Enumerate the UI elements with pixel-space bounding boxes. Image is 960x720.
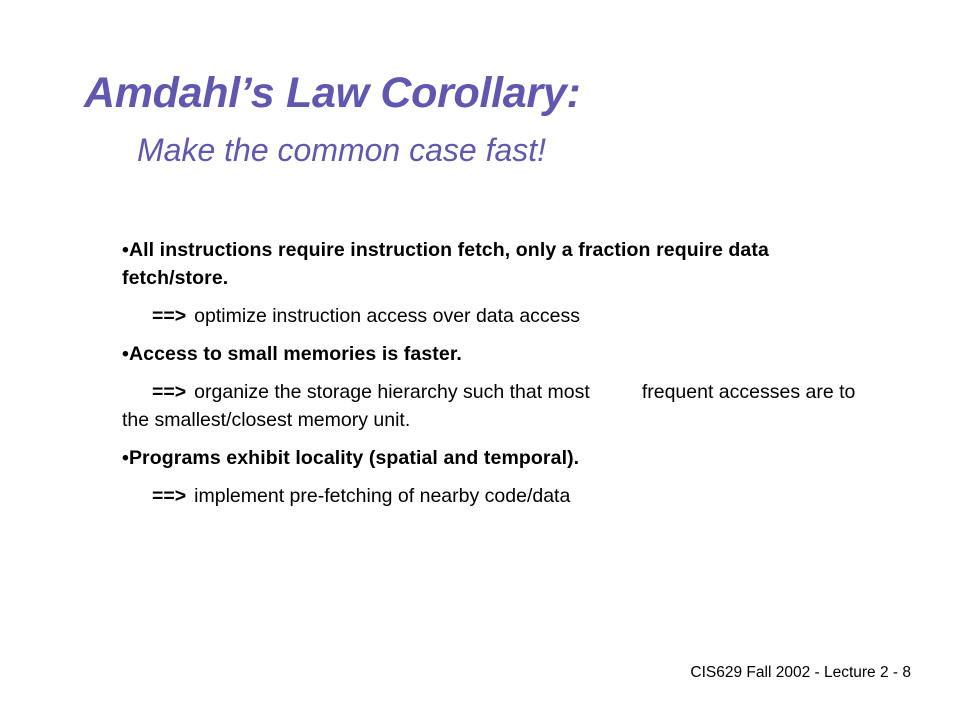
arrow-marker: ==> (152, 485, 187, 507)
detail-text: optimize instruction access over data access (194, 305, 581, 327)
slide-subtitle: Make the common case fast! (137, 132, 547, 168)
arrow-marker: ==> (152, 381, 187, 403)
slide-body (122, 236, 862, 520)
bullet-heading: All instructions require instruction fetch, only a fraction require data fetch/store. (122, 239, 769, 289)
detail-text: organize the storage hierarchy such that most (194, 381, 590, 403)
bullet-item (122, 444, 862, 472)
bullet-heading: Access to small memories is faster. (128, 343, 462, 365)
bullet-marker: • (122, 239, 129, 261)
detail-text-continued: frequent accesses are to the smallest/closest memory unit. (122, 381, 856, 431)
bullet-detail (122, 378, 862, 434)
slide-footer: CIS629 Fall 2002 - Lecture 2 - 8 (690, 664, 911, 681)
arrow-marker: ==> (152, 305, 187, 327)
slide-title: Amdahl’s Law Corollary: (84, 69, 581, 117)
bullet-detail (122, 302, 862, 330)
bullet-detail (122, 482, 862, 510)
bullet-heading: Programs exhibit locality (spatial and temporal). (128, 447, 580, 469)
bullet-item (122, 340, 862, 368)
detail-text: implement pre-fetching of nearby code/data (194, 485, 571, 507)
bullet-marker: • (122, 447, 129, 469)
bullet-marker: • (122, 343, 129, 365)
bullet-item (122, 236, 862, 292)
